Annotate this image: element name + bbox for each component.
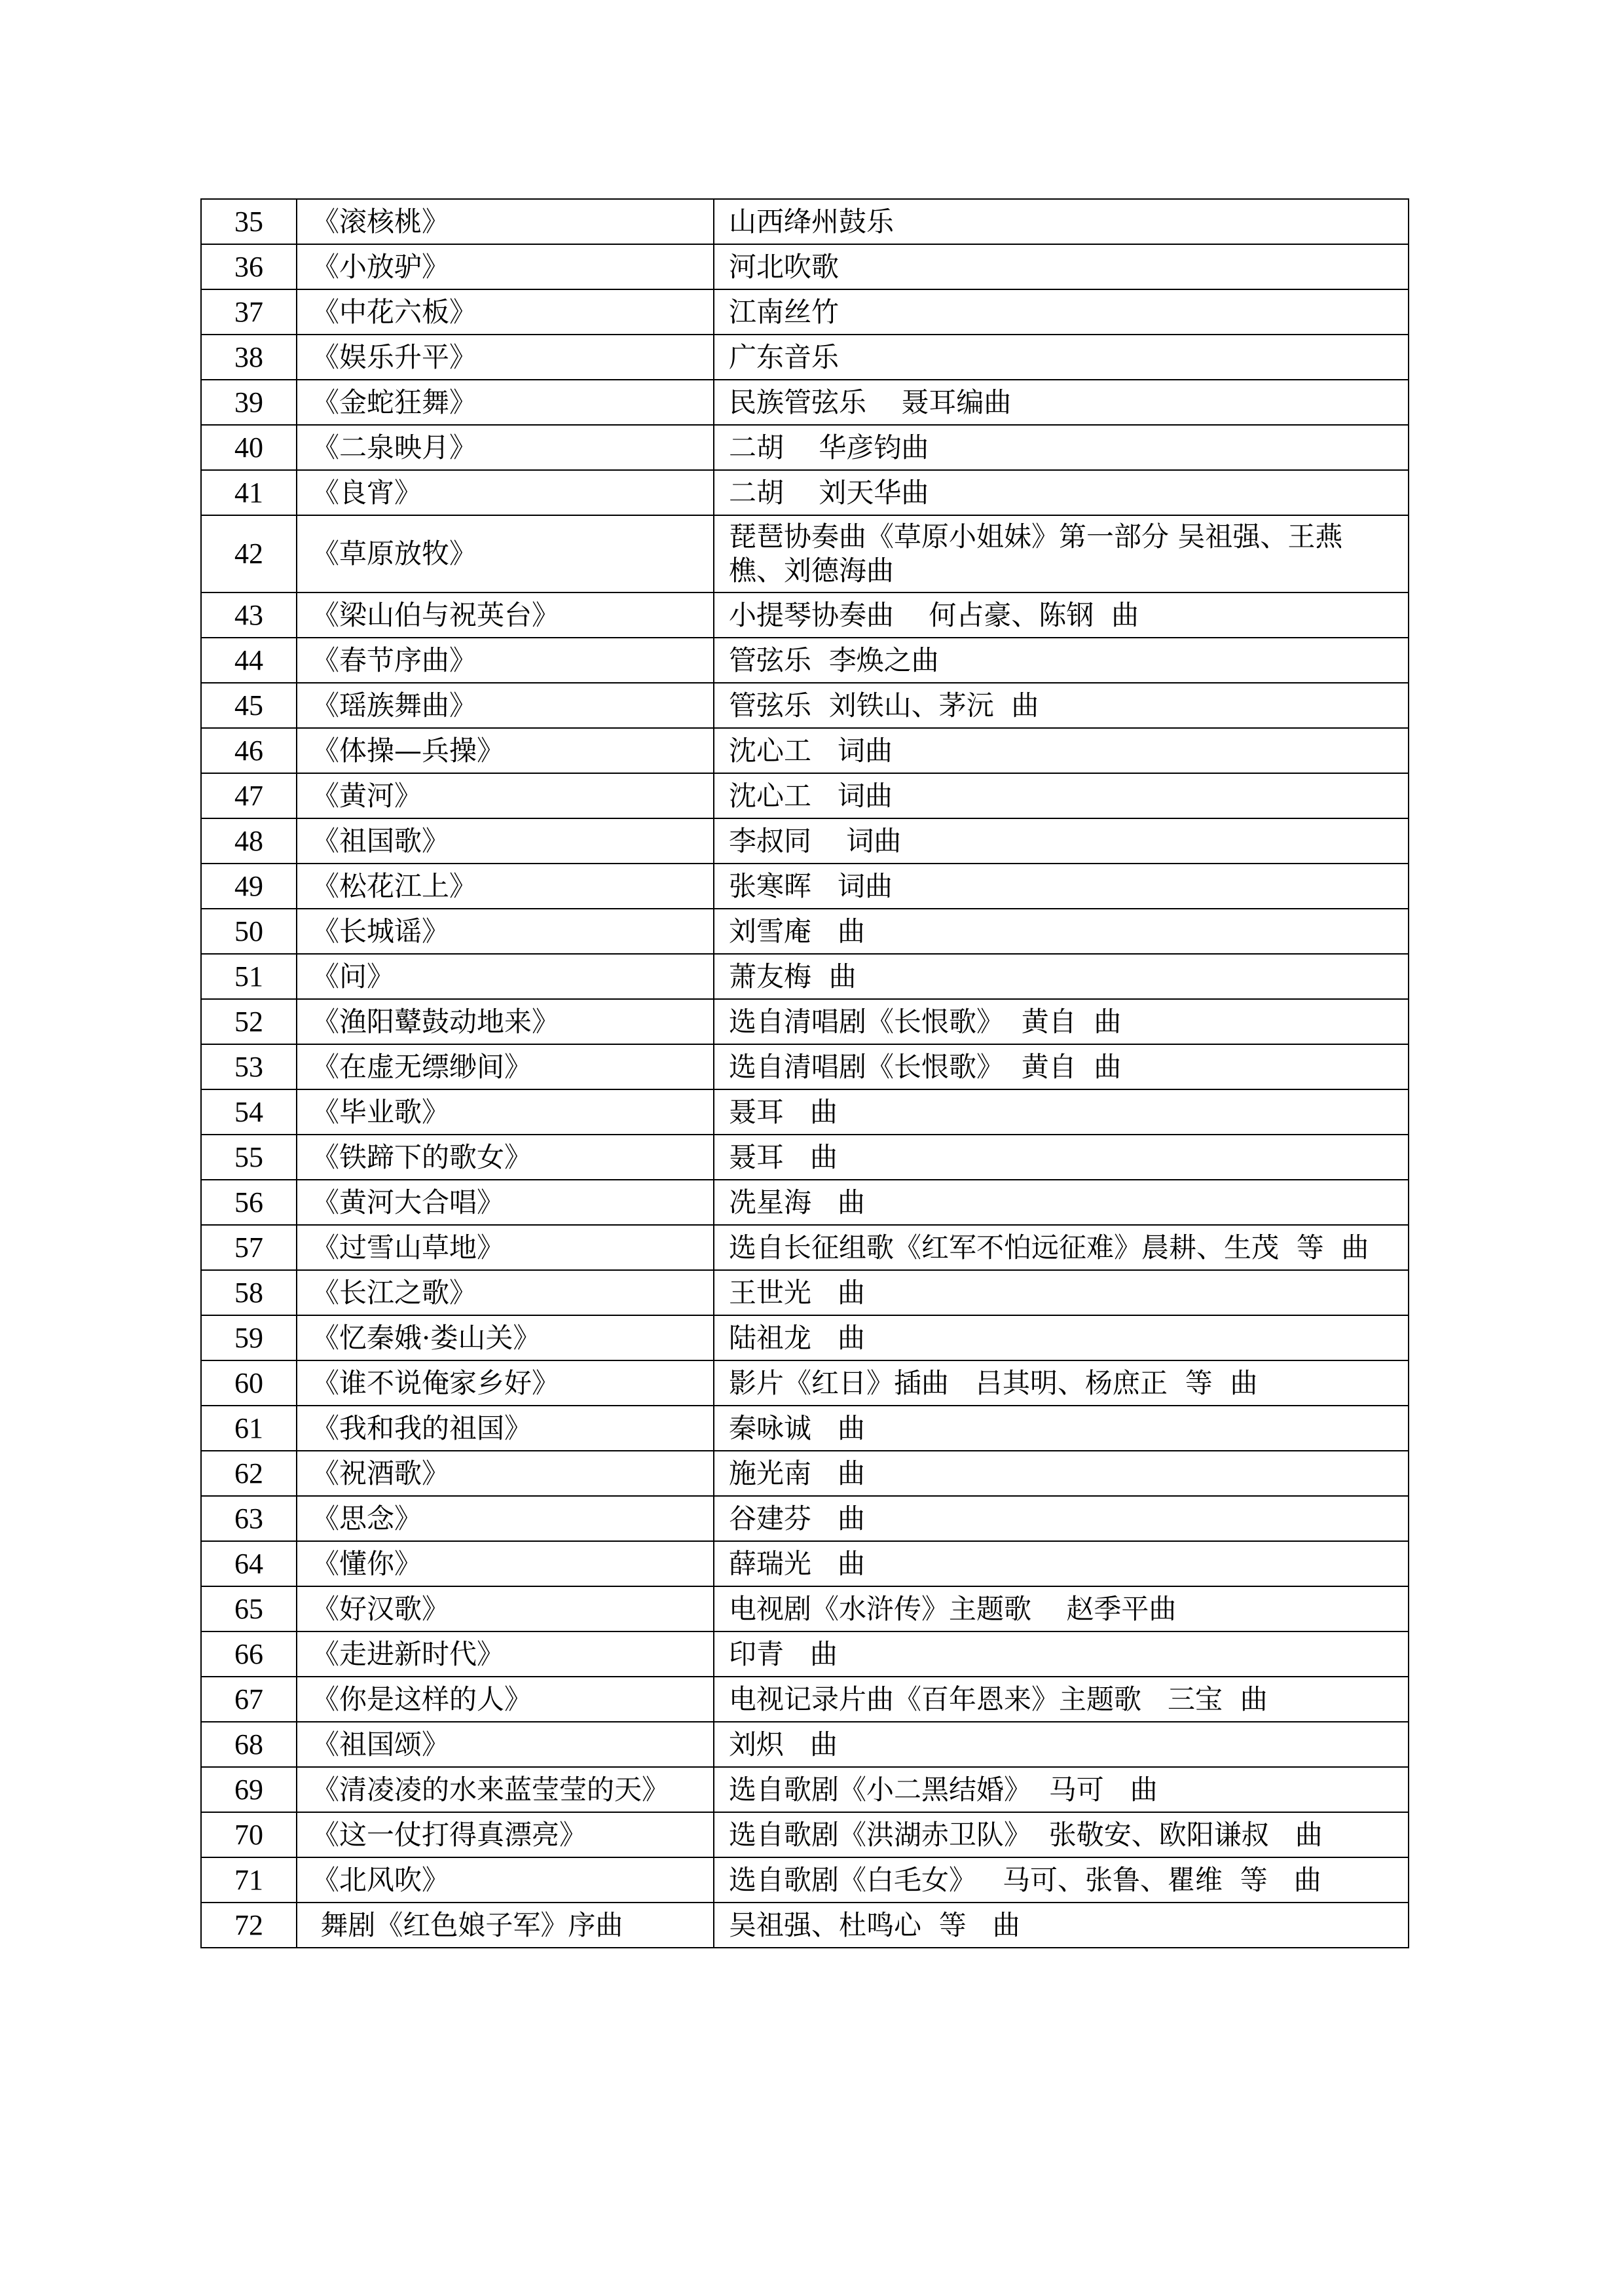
table-row xyxy=(201,1180,1409,1225)
row-number: 60 xyxy=(201,1360,297,1406)
row-number: 67 xyxy=(201,1677,297,1722)
row-number: 61 xyxy=(201,1406,297,1451)
row-number: 66 xyxy=(201,1631,297,1677)
song-title: 《走进新时代》 xyxy=(297,1631,714,1677)
song-info: 刘炽 曲 xyxy=(714,1722,1409,1767)
song-title: 《小放驴》 xyxy=(297,244,714,289)
row-number: 44 xyxy=(201,638,297,683)
row-number: 40 xyxy=(201,425,297,470)
table-row xyxy=(201,1089,1409,1135)
song-info: 张寒晖 词曲 xyxy=(714,864,1409,909)
song-info: 沈心工 词曲 xyxy=(714,773,1409,818)
table-row xyxy=(201,1451,1409,1496)
song-title: 《思念》 xyxy=(297,1496,714,1541)
row-number: 69 xyxy=(201,1767,297,1812)
row-number: 43 xyxy=(201,592,297,638)
song-title: 舞剧《红色娘子军》序曲 xyxy=(297,1903,714,1948)
song-info: 冼星海 曲 xyxy=(714,1180,1409,1225)
row-number: 41 xyxy=(201,470,297,515)
song-title: 《草原放牧》 xyxy=(297,515,714,592)
row-number: 39 xyxy=(201,380,297,425)
row-number: 63 xyxy=(201,1496,297,1541)
song-title: 《长城谣》 xyxy=(297,909,714,954)
row-number: 55 xyxy=(201,1135,297,1180)
row-number: 68 xyxy=(201,1722,297,1767)
table-row xyxy=(201,638,1409,683)
song-title: 《黄河》 xyxy=(297,773,714,818)
table-row xyxy=(201,1812,1409,1857)
table-row xyxy=(201,244,1409,289)
row-number: 36 xyxy=(201,244,297,289)
row-number: 58 xyxy=(201,1270,297,1315)
song-info: 二胡 华彦钧曲 xyxy=(714,425,1409,470)
row-number: 47 xyxy=(201,773,297,818)
row-number: 42 xyxy=(201,515,297,592)
song-info: 选自长征组歌《红军不怕远征难》晨耕、生茂 等 曲 xyxy=(714,1225,1409,1270)
song-info: 山西绛州鼓乐 xyxy=(714,199,1409,244)
table-row xyxy=(201,1586,1409,1631)
table-row xyxy=(201,1315,1409,1360)
table-row xyxy=(201,335,1409,380)
row-number: 56 xyxy=(201,1180,297,1225)
song-info: 聂耳 曲 xyxy=(714,1135,1409,1180)
table-row xyxy=(201,1677,1409,1722)
repertoire-table-body xyxy=(201,199,1409,1948)
table-row xyxy=(201,1135,1409,1180)
row-number: 59 xyxy=(201,1315,297,1360)
song-title: 《梁山伯与祝英台》 xyxy=(297,592,714,638)
table-row xyxy=(201,1767,1409,1812)
song-info: 管弦乐 刘铁山、茅沅 曲 xyxy=(714,683,1409,728)
song-info: 电视记录片曲《百年恩来》主题歌 三宝 曲 xyxy=(714,1677,1409,1722)
song-title: 《松花江上》 xyxy=(297,864,714,909)
table-row xyxy=(201,818,1409,864)
song-title: 《祖国颂》 xyxy=(297,1722,714,1767)
song-title: 《毕业歌》 xyxy=(297,1089,714,1135)
song-info: 江南丝竹 xyxy=(714,289,1409,335)
song-info: 李叔同 词曲 xyxy=(714,818,1409,864)
row-number: 54 xyxy=(201,1089,297,1135)
row-number: 37 xyxy=(201,289,297,335)
row-number: 65 xyxy=(201,1586,297,1631)
row-number: 62 xyxy=(201,1451,297,1496)
song-title: 《我和我的祖国》 xyxy=(297,1406,714,1451)
song-title: 《北风吹》 xyxy=(297,1857,714,1903)
song-info: 选自歌剧《白毛女》 马可、张鲁、瞿维 等 曲 xyxy=(714,1857,1409,1903)
row-number: 46 xyxy=(201,728,297,773)
song-info: 广东音乐 xyxy=(714,335,1409,380)
table-row xyxy=(201,1903,1409,1948)
song-info: 电视剧《水浒传》主题歌 赵季平曲 xyxy=(714,1586,1409,1631)
song-title: 《良宵》 xyxy=(297,470,714,515)
table-row xyxy=(201,470,1409,515)
song-title: 《懂你》 xyxy=(297,1541,714,1586)
song-info: 王世光 曲 xyxy=(714,1270,1409,1315)
table-row xyxy=(201,380,1409,425)
table-row xyxy=(201,909,1409,954)
song-title: 《问》 xyxy=(297,954,714,999)
song-info: 薛瑞光 曲 xyxy=(714,1541,1409,1586)
song-info: 秦咏诚 曲 xyxy=(714,1406,1409,1451)
song-title: 《滚核桃》 xyxy=(297,199,714,244)
table-row xyxy=(201,683,1409,728)
row-number: 71 xyxy=(201,1857,297,1903)
row-number: 49 xyxy=(201,864,297,909)
song-title: 《谁不说俺家乡好》 xyxy=(297,1360,714,1406)
song-title: 《体操—兵操》 xyxy=(297,728,714,773)
song-title: 《清凌凌的水来蓝莹莹的天》 xyxy=(297,1767,714,1812)
song-title: 《长江之歌》 xyxy=(297,1270,714,1315)
song-title: 《二泉映月》 xyxy=(297,425,714,470)
song-info: 选自清唱剧《长恨歌》 黄自 曲 xyxy=(714,999,1409,1044)
song-info: 沈心工 词曲 xyxy=(714,728,1409,773)
song-info: 琵琶协奏曲《草原小姐妹》第一部分 吴祖强、王燕樵、刘德海曲 xyxy=(714,515,1409,592)
row-number: 51 xyxy=(201,954,297,999)
song-info: 管弦乐 李焕之曲 xyxy=(714,638,1409,683)
table-row xyxy=(201,289,1409,335)
row-number: 45 xyxy=(201,683,297,728)
song-title: 《过雪山草地》 xyxy=(297,1225,714,1270)
table-row xyxy=(201,999,1409,1044)
song-info: 河北吹歌 xyxy=(714,244,1409,289)
table-row xyxy=(201,864,1409,909)
song-title: 《瑶族舞曲》 xyxy=(297,683,714,728)
song-title: 《忆秦娥·娄山关》 xyxy=(297,1315,714,1360)
row-number: 48 xyxy=(201,818,297,864)
song-title: 《好汉歌》 xyxy=(297,1586,714,1631)
song-title: 《在虚无缥缈间》 xyxy=(297,1044,714,1089)
song-title: 《春节序曲》 xyxy=(297,638,714,683)
row-number: 64 xyxy=(201,1541,297,1586)
song-info: 选自歌剧《洪湖赤卫队》 张敬安、欧阳谦叔 曲 xyxy=(714,1812,1409,1857)
song-info: 选自清唱剧《长恨歌》 黄自 曲 xyxy=(714,1044,1409,1089)
song-title: 《金蛇狂舞》 xyxy=(297,380,714,425)
row-number: 38 xyxy=(201,335,297,380)
table-row xyxy=(201,592,1409,638)
song-title: 《渔阳鼙鼓动地来》 xyxy=(297,999,714,1044)
song-title: 《你是这样的人》 xyxy=(297,1677,714,1722)
table-row xyxy=(201,1225,1409,1270)
row-number: 70 xyxy=(201,1812,297,1857)
row-number: 57 xyxy=(201,1225,297,1270)
song-info: 施光南 曲 xyxy=(714,1451,1409,1496)
song-info: 刘雪庵 曲 xyxy=(714,909,1409,954)
song-info: 吴祖强、杜鸣心 等 曲 xyxy=(714,1903,1409,1948)
song-title: 《铁蹄下的歌女》 xyxy=(297,1135,714,1180)
song-info: 选自歌剧《小二黑结婚》 马可 曲 xyxy=(714,1767,1409,1812)
song-title: 《中花六板》 xyxy=(297,289,714,335)
song-info: 印青 曲 xyxy=(714,1631,1409,1677)
song-title: 《这一仗打得真漂亮》 xyxy=(297,1812,714,1857)
repertoire-table xyxy=(200,198,1409,1948)
row-number: 53 xyxy=(201,1044,297,1089)
table-row xyxy=(201,1270,1409,1315)
row-number: 50 xyxy=(201,909,297,954)
table-row xyxy=(201,1541,1409,1586)
table-row xyxy=(201,199,1409,244)
song-info: 民族管弦乐 聂耳编曲 xyxy=(714,380,1409,425)
row-number: 52 xyxy=(201,999,297,1044)
table-row xyxy=(201,954,1409,999)
song-info: 谷建芬 曲 xyxy=(714,1496,1409,1541)
table-row xyxy=(201,773,1409,818)
table-row xyxy=(201,515,1409,592)
table-row xyxy=(201,1857,1409,1903)
table-row xyxy=(201,1631,1409,1677)
song-info: 陆祖龙 曲 xyxy=(714,1315,1409,1360)
song-title: 《祝酒歌》 xyxy=(297,1451,714,1496)
song-info: 小提琴协奏曲 何占豪、陈钢 曲 xyxy=(714,592,1409,638)
table-row xyxy=(201,1044,1409,1089)
song-info: 萧友梅 曲 xyxy=(714,954,1409,999)
table-row xyxy=(201,1496,1409,1541)
song-title: 《祖国歌》 xyxy=(297,818,714,864)
table-row xyxy=(201,728,1409,773)
row-number: 35 xyxy=(201,199,297,244)
table-row xyxy=(201,425,1409,470)
song-info: 影片《红日》插曲 吕其明、杨庶正 等 曲 xyxy=(714,1360,1409,1406)
song-title: 《黄河大合唱》 xyxy=(297,1180,714,1225)
table-row xyxy=(201,1360,1409,1406)
song-title: 《娱乐升平》 xyxy=(297,335,714,380)
row-number: 72 xyxy=(201,1903,297,1948)
song-info: 二胡 刘天华曲 xyxy=(714,470,1409,515)
song-info: 聂耳 曲 xyxy=(714,1089,1409,1135)
table-row xyxy=(201,1406,1409,1451)
table-row xyxy=(201,1722,1409,1767)
